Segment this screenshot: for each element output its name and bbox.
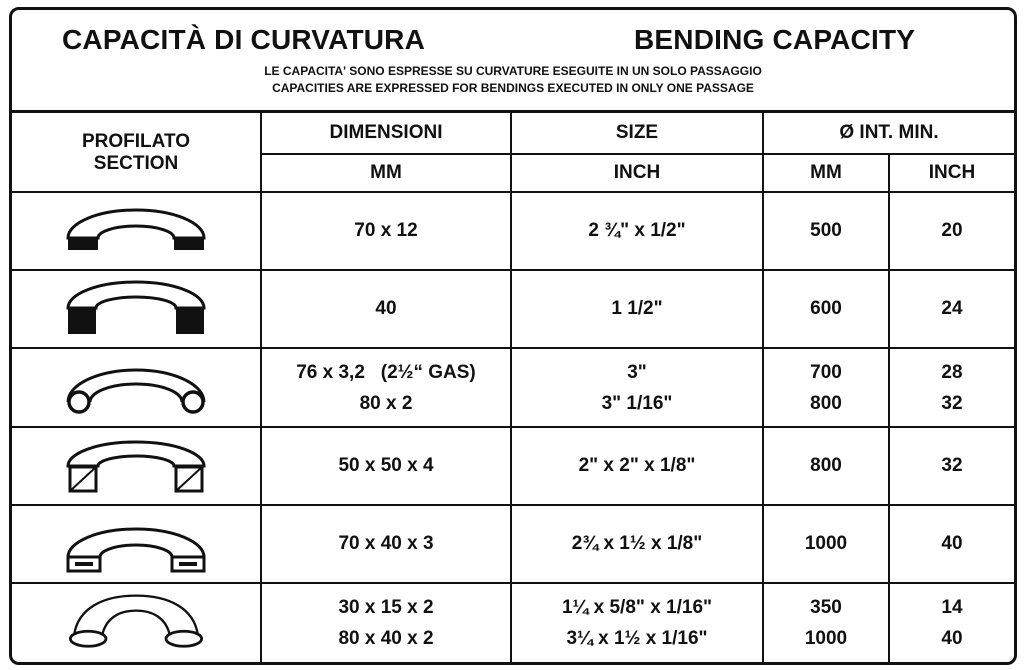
square-bar-profile-icon	[60, 276, 212, 336]
row3-min-inch	[890, 349, 1014, 426]
row3-min-mm	[764, 349, 888, 426]
row5-size: 2¾ x 1½ x 1/8"	[571, 533, 703, 554]
row3-dimension-b: 80 x 2	[359, 392, 413, 414]
row3-dimension-a: 76 x 3,2 (2½“ GAS)	[296, 361, 476, 383]
subtitle-italian: LE CAPACITA' SONO ESPRESSE SU CURVATURE ESEGUITE IN UN SOLO PASSAGGIO	[264, 64, 762, 78]
row4-dimension: 50 x 50 x 4	[338, 455, 434, 476]
row3-size-b: 3" 1/16"	[601, 392, 673, 414]
row3-sizes	[512, 349, 762, 426]
flat-bar-profile-icon	[60, 200, 212, 260]
row6-dimension-a: 30 x 15 x 2	[338, 597, 434, 618]
row1-min-mm: 500	[810, 220, 842, 241]
row6-sizes	[512, 584, 762, 662]
row3-inch-a: 28	[941, 361, 963, 383]
row4-size: 2" x 2" x 1/8"	[578, 455, 696, 476]
title-italian: CAPACITÀ DI CURVATURA	[62, 24, 426, 55]
row4-min-mm: 800	[810, 455, 842, 476]
square-tube-profile-icon	[60, 434, 212, 494]
table-header	[12, 10, 1014, 113]
round-tube-profile-icon	[60, 356, 212, 416]
diam-unit-inch: INCH	[928, 162, 976, 183]
bending-capacity-table	[9, 7, 1017, 665]
subtitle-english: CAPACITIES ARE EXPRESSED FOR BENDINGS EXECUTED IN ONLY ONE PASSAGE	[272, 81, 754, 95]
row2-dimension: 40	[375, 298, 397, 319]
rectangular-tube-profile-icon	[60, 515, 212, 575]
row6-dimensions	[262, 584, 510, 662]
profile-header-it: PROFILATO	[81, 131, 191, 152]
title-english: BENDING CAPACITY	[634, 24, 916, 55]
oval-tube-profile-icon	[60, 590, 212, 650]
row4-min-inch: 32	[941, 455, 963, 476]
row6-mm-a: 350	[810, 597, 842, 618]
row5-dimension: 70 x 40 x 3	[338, 533, 434, 554]
row2-min-inch: 24	[941, 298, 963, 319]
row1-dimension: 70 x 12	[354, 220, 418, 241]
size-header: SIZE	[615, 122, 659, 143]
row5-min-inch: 40	[941, 533, 963, 554]
row5-min-mm: 1000	[804, 533, 848, 554]
row6-min-inch	[890, 584, 1014, 662]
row6-mm-b: 1000	[804, 628, 848, 649]
row3-dimensions	[262, 349, 510, 426]
dim-unit-mm: MM	[370, 162, 402, 183]
row6-inch-a: 14	[941, 597, 963, 618]
row6-min-mm	[764, 584, 888, 662]
row6-dimension-b: 80 x 40 x 2	[338, 628, 434, 649]
row3-mm-b: 800	[810, 392, 842, 414]
row3-inch-b: 32	[941, 392, 963, 414]
row6-inch-b: 40	[941, 628, 963, 649]
row1-min-inch: 20	[941, 220, 963, 241]
dimensions-header: DIMENSIONI	[329, 122, 443, 143]
row2-size: 1 1/2"	[611, 298, 663, 319]
diam-unit-mm: MM	[810, 162, 842, 183]
row6-size-a: 1¼ x 5/8" x 1/16"	[561, 597, 713, 618]
row1-size: 2 ¾" x 1/2"	[588, 220, 686, 241]
row2-min-mm: 600	[810, 298, 842, 319]
row3-mm-a: 700	[810, 361, 842, 383]
min-diameter-header: Ø INT. MIN.	[839, 122, 939, 143]
profile-column-header	[12, 113, 260, 193]
row3-size-a: 3"	[627, 361, 647, 383]
row6-size-b: 3¼ x 1½ x 1/16"	[566, 628, 708, 649]
size-unit-inch: INCH	[613, 162, 661, 183]
profile-header-en: SECTION	[93, 153, 179, 174]
